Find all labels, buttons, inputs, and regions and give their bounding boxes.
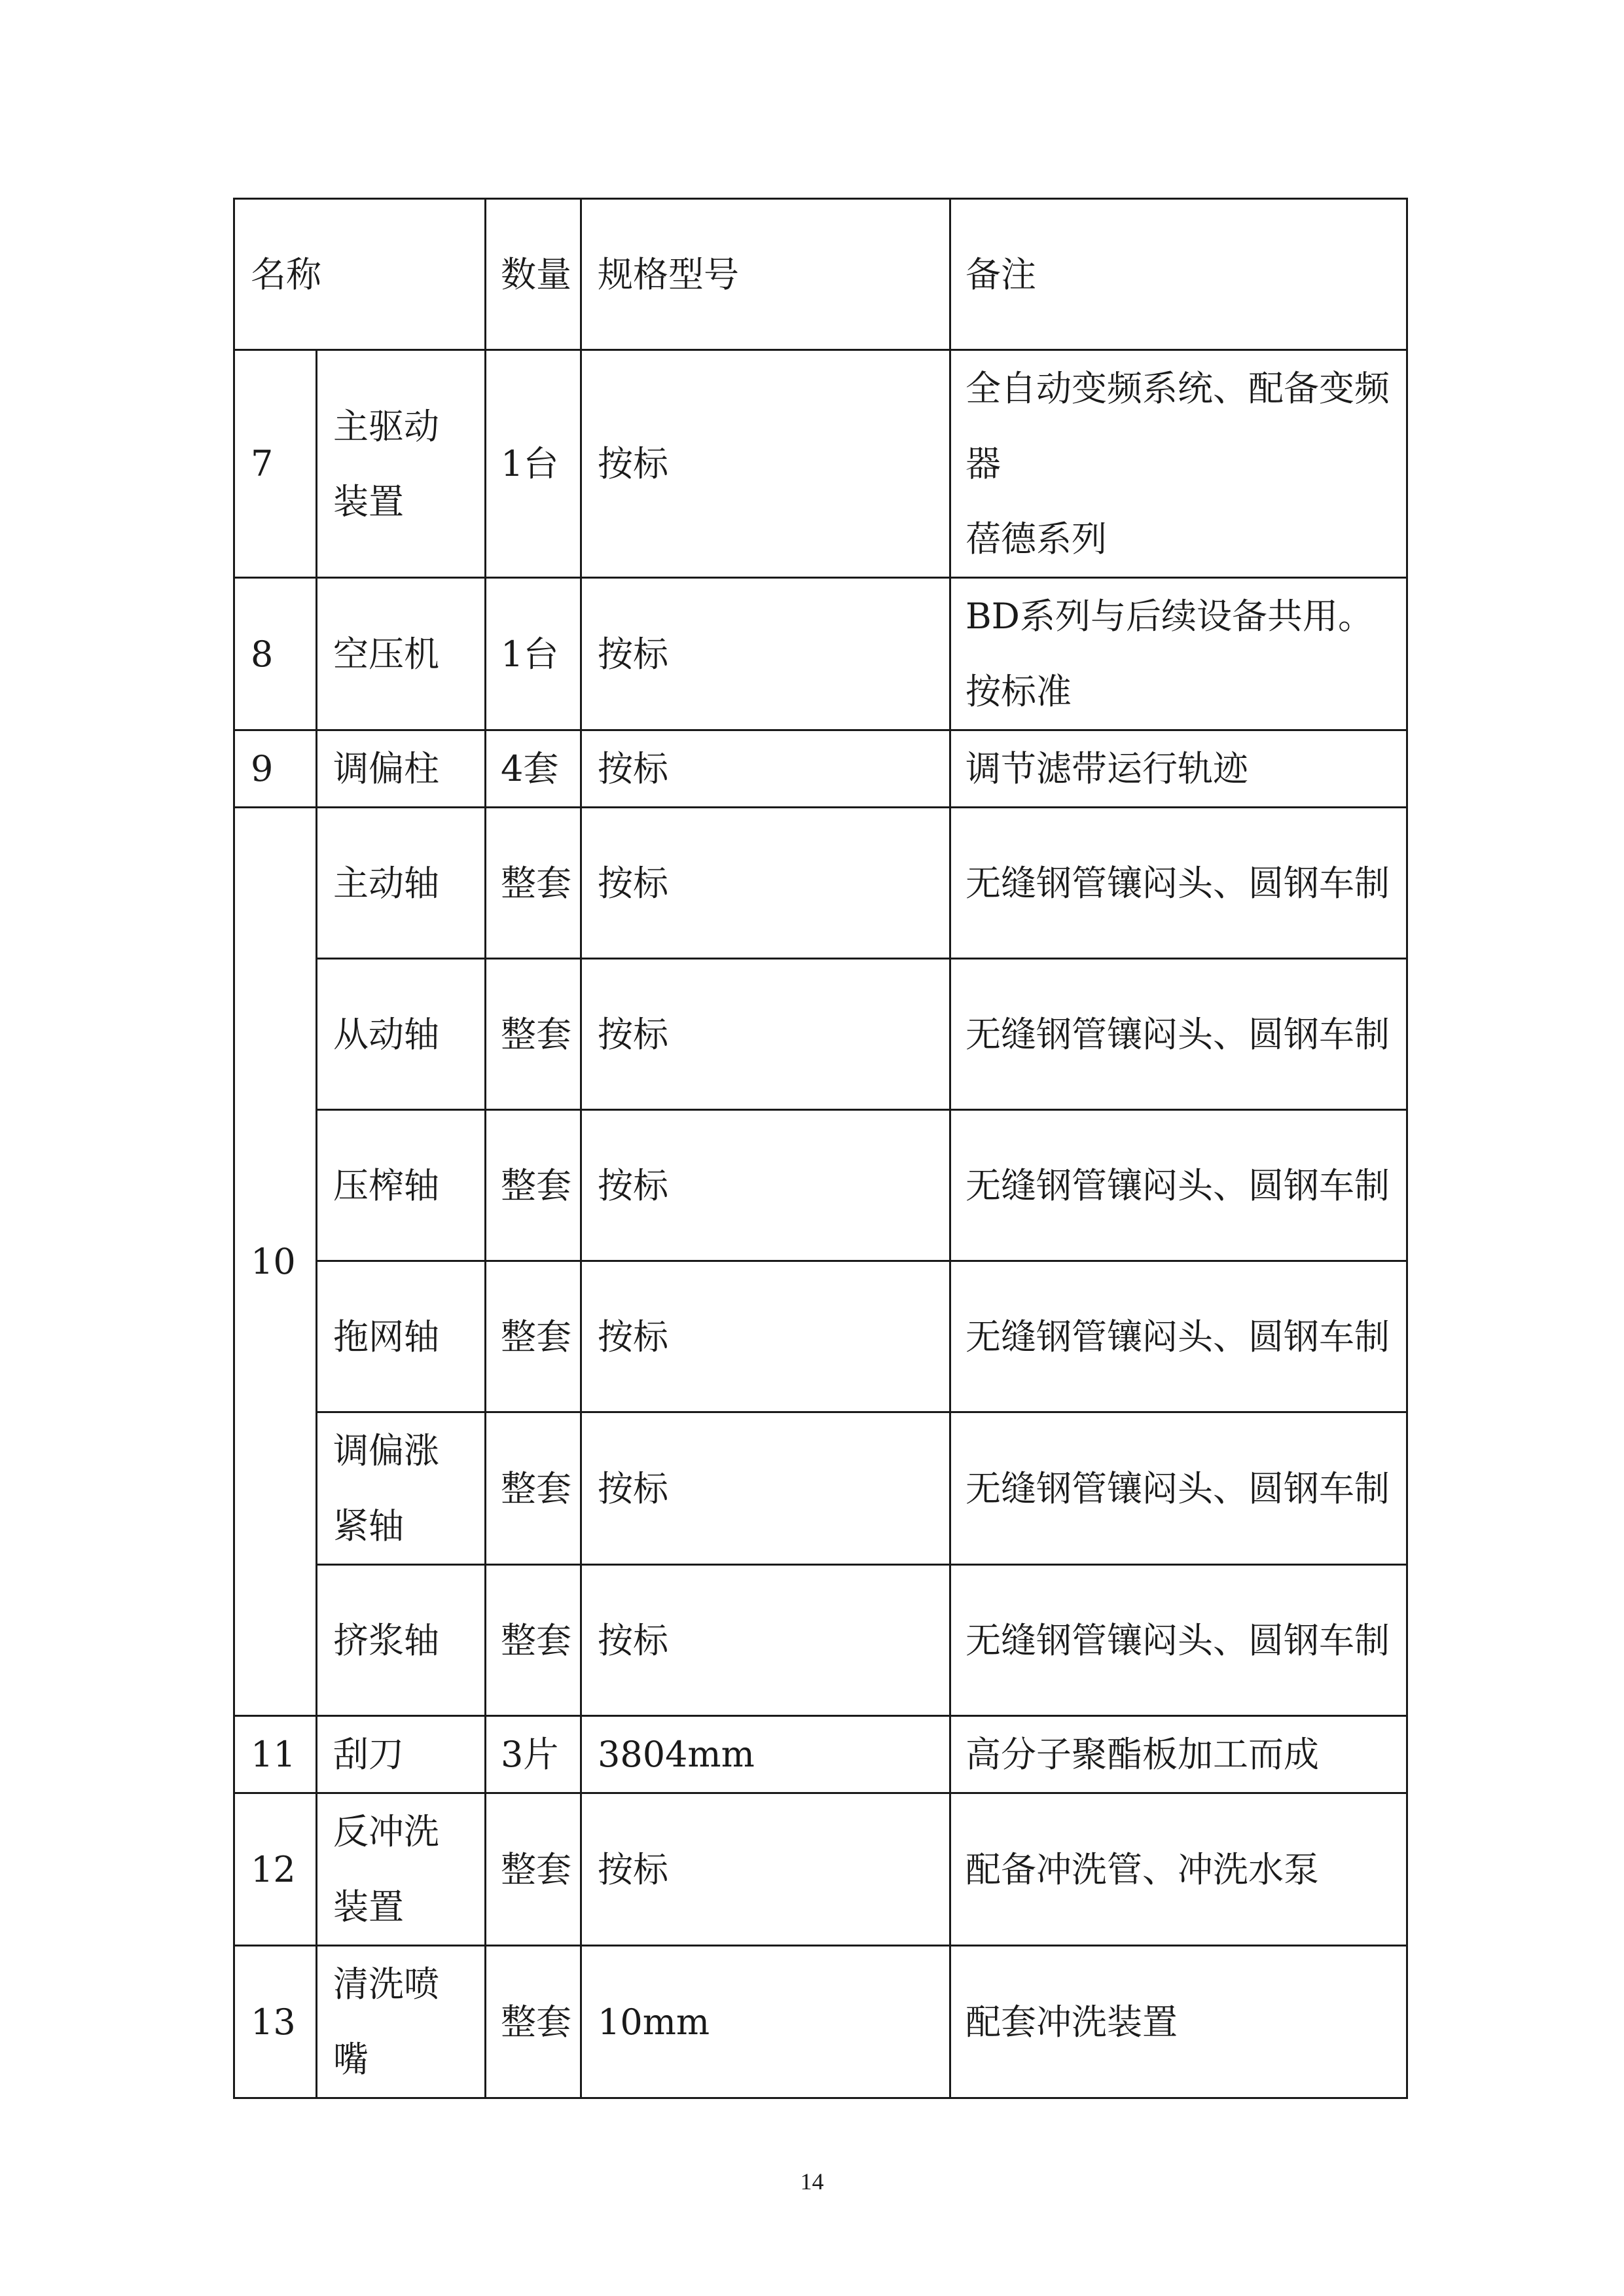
row-name: 刮刀 xyxy=(317,1716,486,1793)
row-name: 主动轴 xyxy=(317,808,486,959)
row-name: 反冲洗装置 xyxy=(317,1793,486,1946)
table-row xyxy=(234,808,1407,959)
row-qty: 3片 xyxy=(486,1716,581,1793)
row-spec: 按标 xyxy=(581,1412,950,1565)
table-row xyxy=(234,959,1407,1110)
header-spec: 规格型号 xyxy=(581,199,950,350)
row-number: 12 xyxy=(234,1793,317,1946)
row-spec: 按标 xyxy=(581,350,950,578)
row-qty: 1台 xyxy=(486,350,581,578)
row-number: 8 xyxy=(234,578,317,730)
row-name: 压榨轴 xyxy=(317,1110,486,1261)
row-name: 拖网轴 xyxy=(317,1261,486,1412)
row-qty: 整套 xyxy=(486,1110,581,1261)
row-note: 无缝钢管镶闷头、圆钢车制 xyxy=(950,1565,1407,1716)
table-row xyxy=(234,578,1407,730)
row-note: 无缝钢管镶闷头、圆钢车制 xyxy=(950,1110,1407,1261)
row-number: 13 xyxy=(234,1946,317,2098)
row-name: 调偏涨紧轴 xyxy=(317,1412,486,1565)
row-note: 无缝钢管镶闷头、圆钢车制 xyxy=(950,1412,1407,1565)
row-note: 无缝钢管镶闷头、圆钢车制 xyxy=(950,959,1407,1110)
row-number: 9 xyxy=(234,730,317,808)
row-note: 无缝钢管镶闷头、圆钢车制 xyxy=(950,1261,1407,1412)
row-qty: 整套 xyxy=(486,1412,581,1565)
row-note: 配套冲洗装置 xyxy=(950,1946,1407,2098)
table-row xyxy=(234,1565,1407,1716)
table-row xyxy=(234,730,1407,808)
row-qty: 整套 xyxy=(486,1565,581,1716)
row-spec: 3804mm xyxy=(581,1716,950,1793)
table-header-row xyxy=(234,199,1407,350)
row-qty: 整套 xyxy=(486,1946,581,2098)
row-note: 调节滤带运行轨迹 xyxy=(950,730,1407,808)
row-qty: 1台 xyxy=(486,578,581,730)
row-name: 清洗喷嘴 xyxy=(317,1946,486,2098)
table-row xyxy=(234,1793,1407,1946)
page-number: 14 xyxy=(800,2168,824,2195)
table-row xyxy=(234,1261,1407,1412)
row-number: 7 xyxy=(234,350,317,578)
table-row xyxy=(234,1110,1407,1261)
row-spec: 按标 xyxy=(581,1565,950,1716)
table-row xyxy=(234,1946,1407,2098)
table-row xyxy=(234,1412,1407,1565)
table-row xyxy=(234,350,1407,578)
row-name: 空压机 xyxy=(317,578,486,730)
row-name: 从动轴 xyxy=(317,959,486,1110)
row-qty: 4套 xyxy=(486,730,581,808)
row-note xyxy=(950,350,1407,578)
row-spec: 按标 xyxy=(581,1110,950,1261)
row-name: 挤浆轴 xyxy=(317,1565,486,1716)
header-qty: 数量 xyxy=(486,199,581,350)
row-note: 高分子聚酯板加工而成 xyxy=(950,1716,1407,1793)
row-spec: 按标 xyxy=(581,808,950,959)
row-name: 调偏柱 xyxy=(317,730,486,808)
row-spec: 10mm xyxy=(581,1946,950,2098)
row-qty: 整套 xyxy=(486,1261,581,1412)
row-spec: 按标 xyxy=(581,730,950,808)
row-note: 配备冲洗管、冲洗水泵 xyxy=(950,1793,1407,1946)
row-spec: 按标 xyxy=(581,959,950,1110)
row-spec: 按标 xyxy=(581,1261,950,1412)
row-number: 11 xyxy=(234,1716,317,1793)
row-note-line: 蓓德系列 xyxy=(965,518,1107,560)
row-spec: 按标 xyxy=(581,578,950,730)
row-note: 无缝钢管镶闷头、圆钢车制 xyxy=(950,808,1407,959)
row-name: 主驱动装置 xyxy=(317,350,486,578)
row-qty: 整套 xyxy=(486,1793,581,1946)
equipment-spec-table xyxy=(233,198,1408,2099)
row-note-line: 全自动变频系统、配备变频器 xyxy=(965,368,1390,484)
row-note: BD系列与后续设备共用。按标准 xyxy=(950,578,1407,730)
header-note: 备注 xyxy=(950,199,1407,350)
table-row xyxy=(234,1716,1407,1793)
row-qty: 整套 xyxy=(486,808,581,959)
row-spec: 按标 xyxy=(581,1793,950,1946)
row-qty: 整套 xyxy=(486,959,581,1110)
group-number: 10 xyxy=(234,808,317,1716)
header-name: 名称 xyxy=(234,199,486,350)
